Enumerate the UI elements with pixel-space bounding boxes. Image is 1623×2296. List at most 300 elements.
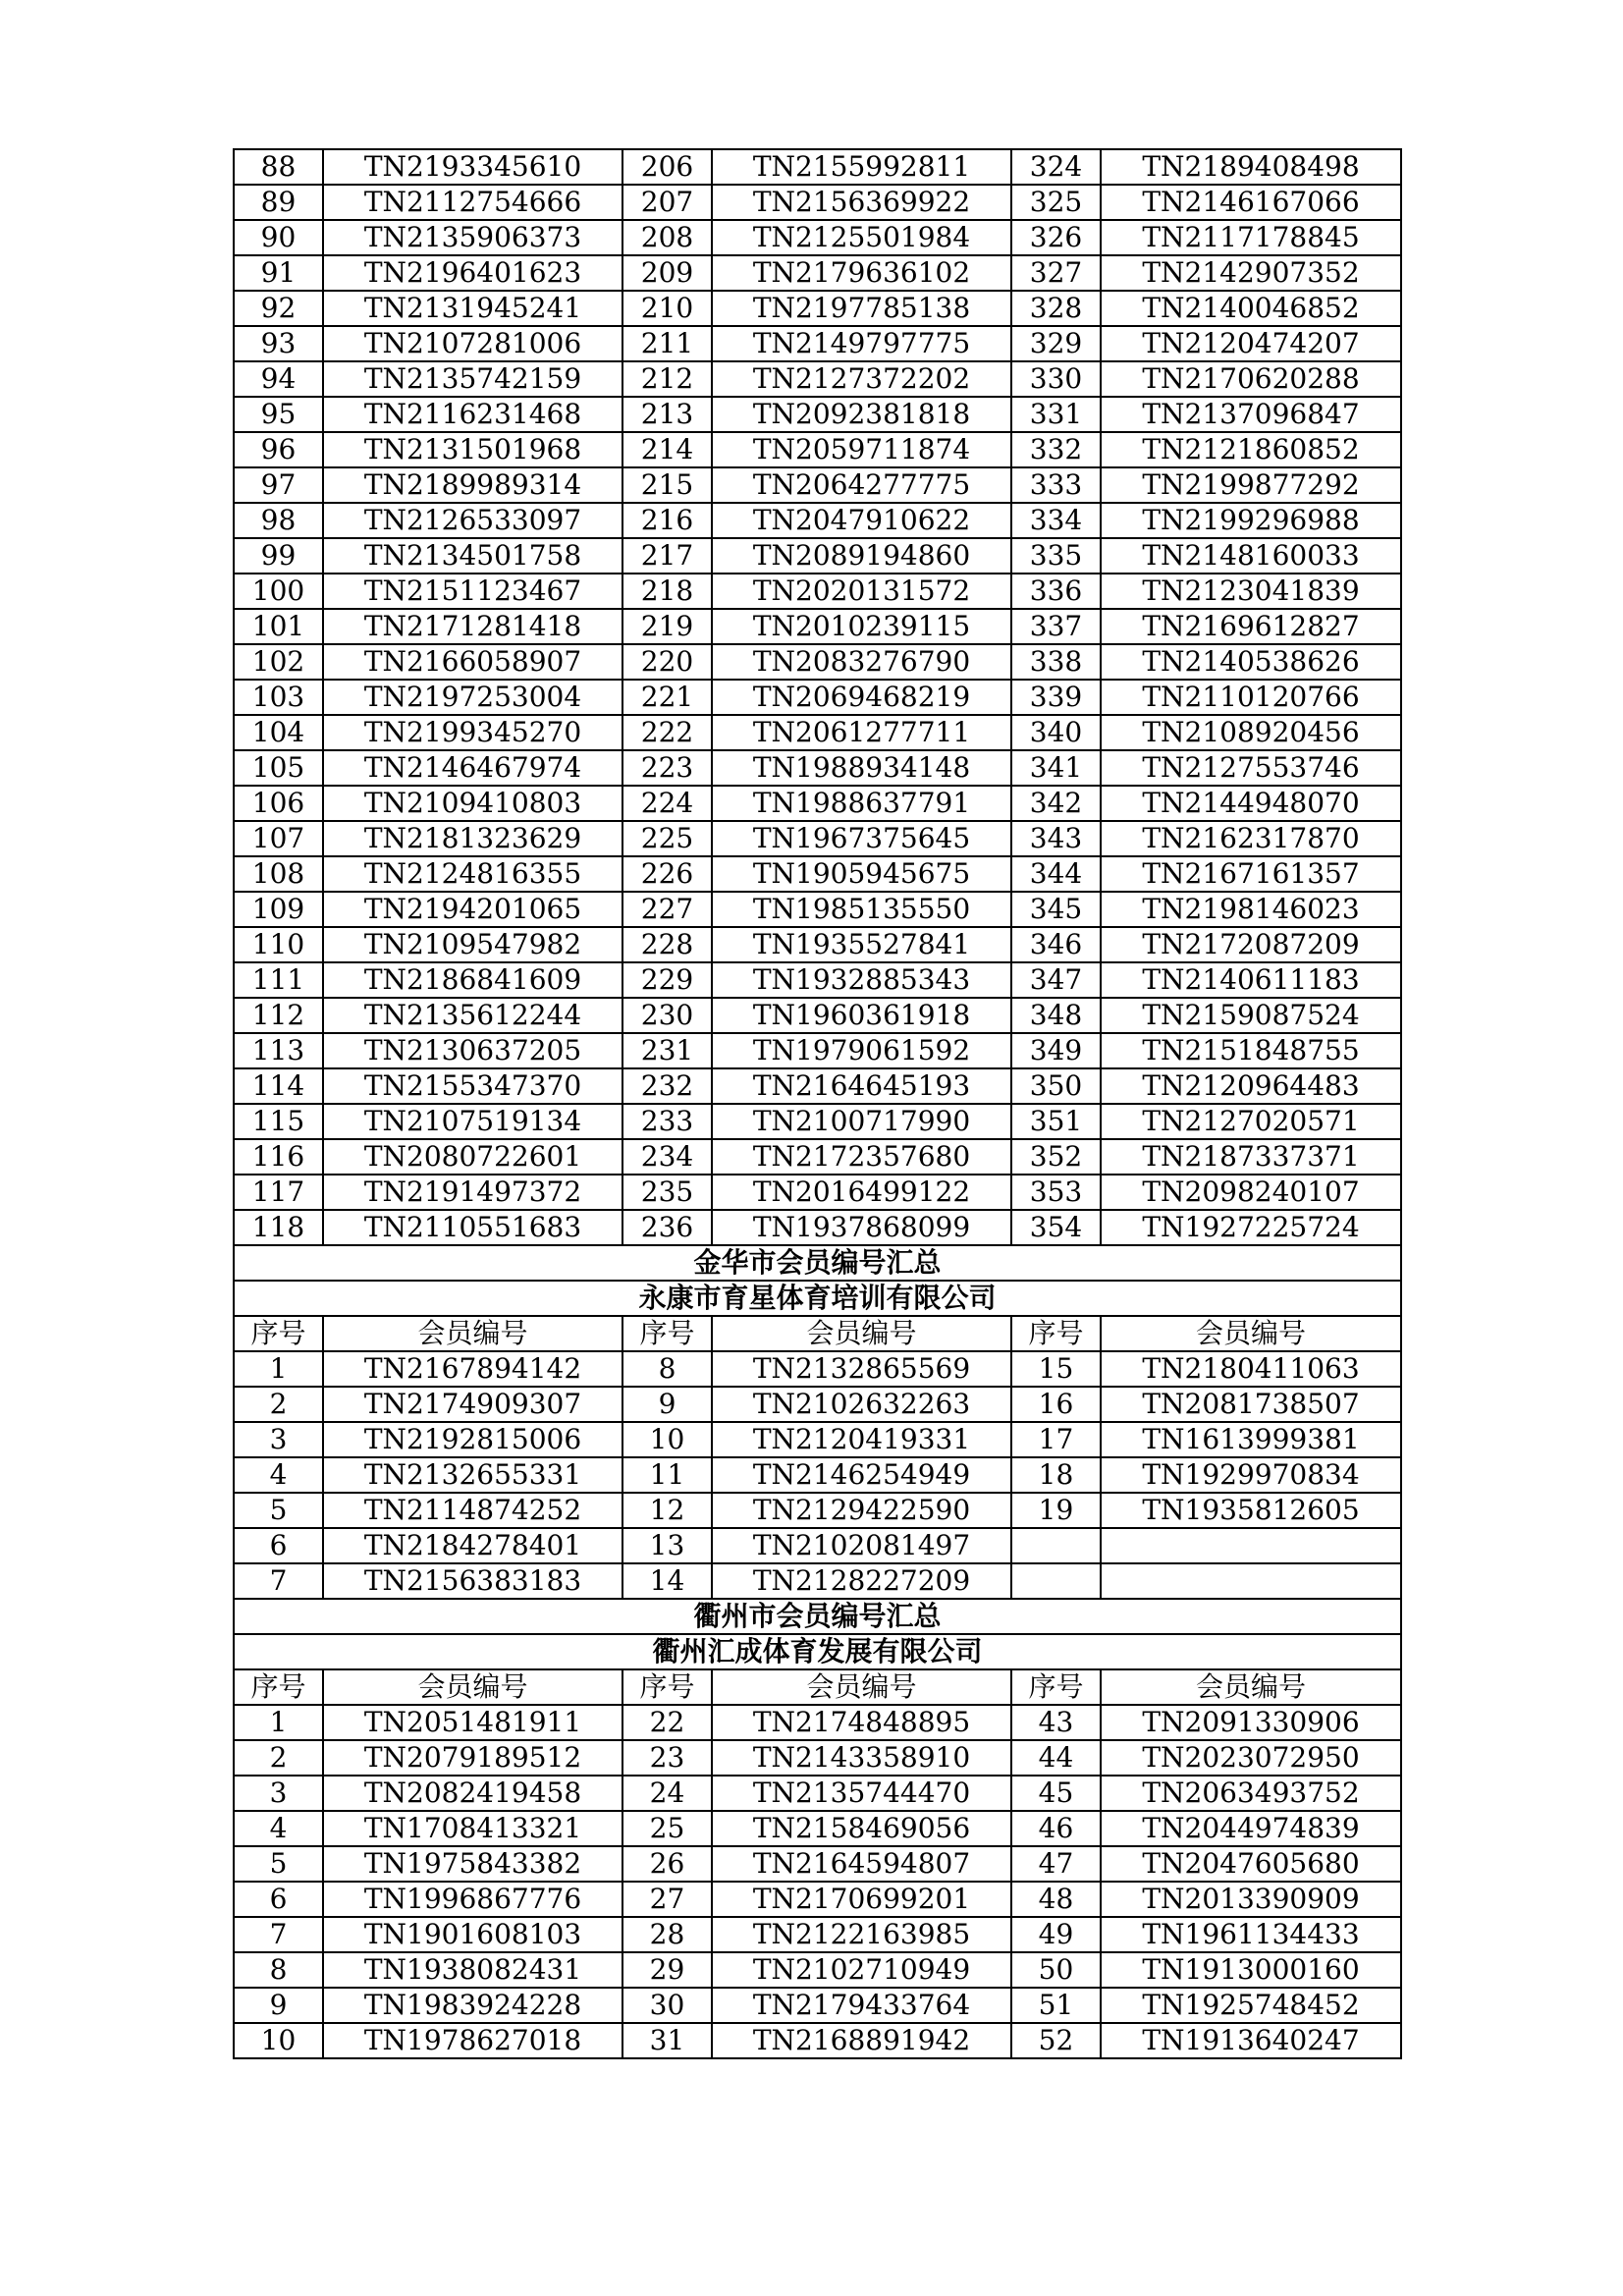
table-row (234, 1740, 1401, 1776)
company-title-row (234, 1634, 1401, 1669)
member-id-cell: TN2047605680 (1101, 1846, 1401, 1882)
table-row (234, 1493, 1401, 1528)
member-id-cell: TN2172357680 (712, 1139, 1011, 1175)
member-id-cell: TN2125501984 (712, 220, 1011, 255)
seq-number-cell (1011, 1563, 1101, 1599)
seq-number-cell: 19 (1011, 1493, 1101, 1528)
seq-number-cell: 228 (622, 927, 712, 962)
seq-number-cell: 10 (622, 1422, 712, 1457)
seq-number-cell: 3 (234, 1422, 323, 1457)
member-id-cell: TN2109410803 (323, 786, 622, 821)
seq-number-cell: 220 (622, 644, 712, 680)
table-row (234, 609, 1401, 644)
member-id-cell: TN1932885343 (712, 962, 1011, 998)
column-header-row (234, 1669, 1401, 1705)
seq-number-cell: 348 (1011, 998, 1101, 1033)
seq-number-cell: 23 (622, 1740, 712, 1776)
seq-number-cell: 347 (1011, 962, 1101, 998)
seq-number-cell: 214 (622, 432, 712, 467)
seq-number-cell: 115 (234, 1104, 323, 1139)
seq-number-cell: 336 (1011, 574, 1101, 609)
table-row (234, 220, 1401, 255)
seq-number-cell: 335 (1011, 538, 1101, 574)
seq-number-cell: 31 (622, 2023, 712, 2058)
member-id-cell: TN2166058907 (323, 644, 622, 680)
member-id-cell: TN2199877292 (1101, 467, 1401, 503)
seq-number-cell: 100 (234, 574, 323, 609)
member-id-cell: TN2129422590 (712, 1493, 1011, 1528)
seq-number-cell: 6 (234, 1528, 323, 1563)
member-id-cell: TN2061277711 (712, 715, 1011, 750)
table-row (234, 1846, 1401, 1882)
member-id-cell: TN2155992811 (712, 149, 1011, 185)
member-id-cell (1101, 1563, 1401, 1599)
member-id-cell: TN2102632263 (712, 1387, 1011, 1422)
member-id-cell: TN2169612827 (1101, 609, 1401, 644)
table-row (234, 1528, 1401, 1563)
seq-header: 序号 (1011, 1669, 1101, 1705)
seq-number-cell: 329 (1011, 326, 1101, 361)
seq-number-cell: 91 (234, 255, 323, 291)
seq-number-cell: 342 (1011, 786, 1101, 821)
member-id-cell: TN2100717990 (712, 1104, 1011, 1139)
member-id-cell: TN2194201065 (323, 892, 622, 927)
seq-number-cell: 326 (1011, 220, 1101, 255)
table-row (234, 361, 1401, 397)
seq-number-cell: 334 (1011, 503, 1101, 538)
city-section-title-row (234, 1599, 1401, 1634)
seq-number-cell: 232 (622, 1068, 712, 1104)
member-id-cell: TN2180411063 (1101, 1351, 1401, 1387)
seq-number-cell: 6 (234, 1882, 323, 1917)
table-row (234, 1457, 1401, 1493)
seq-number-cell: 93 (234, 326, 323, 361)
table-row (234, 1210, 1401, 1245)
member-id-cell: TN2127020571 (1101, 1104, 1401, 1139)
member-id-cell: TN2134501758 (323, 538, 622, 574)
seq-number-cell: 229 (622, 962, 712, 998)
seq-number-cell: 217 (622, 538, 712, 574)
table-row (234, 1033, 1401, 1068)
seq-number-cell: 5 (234, 1493, 323, 1528)
seq-number-cell: 22 (622, 1705, 712, 1740)
seq-number-cell: 208 (622, 220, 712, 255)
member-id-cell: TN1961134433 (1101, 1917, 1401, 1952)
member-id-cell: TN2186841609 (323, 962, 622, 998)
seq-number-cell: 110 (234, 927, 323, 962)
seq-number-cell: 49 (1011, 1917, 1101, 1952)
member-id-cell: TN2122163985 (712, 1917, 1011, 1952)
seq-number-cell: 99 (234, 538, 323, 574)
member-id-cell: TN2192815006 (323, 1422, 622, 1457)
member-id-cell: TN2191497372 (323, 1175, 622, 1210)
seq-number-cell: 45 (1011, 1776, 1101, 1811)
table-row (234, 432, 1401, 467)
seq-number-cell: 222 (622, 715, 712, 750)
member-id-cell: TN2102081497 (712, 1528, 1011, 1563)
member-id-cell: TN2098240107 (1101, 1175, 1401, 1210)
table-row (234, 1811, 1401, 1846)
seq-number-cell: 102 (234, 644, 323, 680)
member-id-cell: TN2135742159 (323, 361, 622, 397)
seq-number-cell: 235 (622, 1175, 712, 1210)
table-row (234, 1068, 1401, 1104)
seq-number-cell: 337 (1011, 609, 1101, 644)
company-title: 永康市育星体育培训有限公司 (234, 1281, 1401, 1316)
table-row (234, 892, 1401, 927)
member-id-cell: TN1905945675 (712, 856, 1011, 892)
seq-number-cell: 24 (622, 1776, 712, 1811)
seq-number-cell: 48 (1011, 1882, 1101, 1917)
seq-number-cell: 8 (622, 1351, 712, 1387)
member-id-cell: TN2132655331 (323, 1457, 622, 1493)
table-row (234, 856, 1401, 892)
member-id-cell: TN1925748452 (1101, 1988, 1401, 2023)
seq-number-cell: 231 (622, 1033, 712, 1068)
seq-number-cell: 96 (234, 432, 323, 467)
member-id-cell: TN1983924228 (323, 1988, 622, 2023)
seq-number-cell: 25 (622, 1811, 712, 1846)
table-row (234, 644, 1401, 680)
seq-number-cell: 116 (234, 1139, 323, 1175)
member-id-cell: TN2148160033 (1101, 538, 1401, 574)
member-id-cell: TN2116231468 (323, 397, 622, 432)
member-id-cell: TN2126533097 (323, 503, 622, 538)
seq-number-cell: 1 (234, 1705, 323, 1740)
table-row (234, 786, 1401, 821)
table-row (234, 1104, 1401, 1139)
member-id-cell: TN1979061592 (712, 1033, 1011, 1068)
seq-number-cell: 225 (622, 821, 712, 856)
seq-number-cell: 349 (1011, 1033, 1101, 1068)
seq-number-cell: 14 (622, 1563, 712, 1599)
member-id-cell: TN2184278401 (323, 1528, 622, 1563)
member-id-cell: TN2171281418 (323, 609, 622, 644)
column-header-row (234, 1316, 1401, 1351)
member-id-cell: TN2091330906 (1101, 1705, 1401, 1740)
member-id-cell: TN2179636102 (712, 255, 1011, 291)
member-id-cell: TN2047910622 (712, 503, 1011, 538)
table-row (234, 927, 1401, 962)
seq-number-cell: 340 (1011, 715, 1101, 750)
seq-number-cell: 9 (622, 1387, 712, 1422)
seq-number-cell: 8 (234, 1952, 323, 1988)
seq-number-cell: 28 (622, 1917, 712, 1952)
member-id-cell: TN2168891942 (712, 2023, 1011, 2058)
seq-number-cell: 108 (234, 856, 323, 892)
member-id-cell: TN2117178845 (1101, 220, 1401, 255)
seq-number-cell: 352 (1011, 1139, 1101, 1175)
seq-number-cell: 3 (234, 1776, 323, 1811)
table-row (234, 1917, 1401, 1952)
seq-number-cell: 9 (234, 1988, 323, 2023)
member-id-cell: TN2162317870 (1101, 821, 1401, 856)
seq-number-cell: 212 (622, 361, 712, 397)
table-row (234, 680, 1401, 715)
member-id-cell: TN2135744470 (712, 1776, 1011, 1811)
member-id-cell: TN2131945241 (323, 291, 622, 326)
seq-number-cell: 209 (622, 255, 712, 291)
member-id-cell: TN2199296988 (1101, 503, 1401, 538)
member-id-cell: TN1929970834 (1101, 1457, 1401, 1493)
member-id-cell: TN2082419458 (323, 1776, 622, 1811)
seq-number-cell: 113 (234, 1033, 323, 1068)
member-id-cell: TN2112754666 (323, 185, 622, 220)
member-id-header: 会员编号 (1101, 1316, 1401, 1351)
member-id-cell: TN2140538626 (1101, 644, 1401, 680)
member-id-cell: TN2023072950 (1101, 1740, 1401, 1776)
member-id-cell: TN2170699201 (712, 1882, 1011, 1917)
member-id-cell: TN2199345270 (323, 715, 622, 750)
table-row (234, 1882, 1401, 1917)
member-id-cell: TN2135612244 (323, 998, 622, 1033)
table-row (234, 149, 1401, 185)
member-id-cell: TN2123041839 (1101, 574, 1401, 609)
member-id-cell: TN2158469056 (712, 1811, 1011, 1846)
table-row (234, 574, 1401, 609)
seq-number-cell: 5 (234, 1846, 323, 1882)
seq-header: 序号 (622, 1316, 712, 1351)
seq-number-cell: 213 (622, 397, 712, 432)
table-row (234, 715, 1401, 750)
member-id-cell: TN2128227209 (712, 1563, 1011, 1599)
seq-number-cell: 7 (234, 1563, 323, 1599)
seq-number-cell: 29 (622, 1952, 712, 1988)
member-id-cell: TN1985135550 (712, 892, 1011, 927)
table-row (234, 1705, 1401, 1740)
member-id-cell: TN2127372202 (712, 361, 1011, 397)
member-id-cell: TN2102710949 (712, 1952, 1011, 1988)
seq-number-cell: 324 (1011, 149, 1101, 185)
seq-number-cell: 354 (1011, 1210, 1101, 1245)
member-id-cell: TN2120419331 (712, 1422, 1011, 1457)
member-id-cell: TN2142907352 (1101, 255, 1401, 291)
member-id-cell: TN2135906373 (323, 220, 622, 255)
seq-number-cell: 227 (622, 892, 712, 927)
member-id-cell: TN2110120766 (1101, 680, 1401, 715)
table-row (234, 397, 1401, 432)
member-id-cell: TN2124816355 (323, 856, 622, 892)
seq-number-cell: 345 (1011, 892, 1101, 927)
member-id-cell: TN2121860852 (1101, 432, 1401, 467)
table-row (234, 326, 1401, 361)
seq-number-cell: 215 (622, 467, 712, 503)
seq-number-cell: 12 (622, 1493, 712, 1528)
member-id-header: 会员编号 (712, 1669, 1011, 1705)
member-id-cell: TN2156383183 (323, 1563, 622, 1599)
member-id-cell: TN2167894142 (323, 1351, 622, 1387)
seq-number-cell: 7 (234, 1917, 323, 1952)
seq-number-cell: 104 (234, 715, 323, 750)
city-section-title: 衢州市会员编号汇总 (234, 1599, 1401, 1634)
member-id-cell: TN2109547982 (323, 927, 622, 962)
member-id-cell: TN1927225724 (1101, 1210, 1401, 1245)
seq-number-cell: 206 (622, 149, 712, 185)
member-id-cell: TN2149797775 (712, 326, 1011, 361)
seq-number-cell: 17 (1011, 1422, 1101, 1457)
seq-number-cell: 210 (622, 291, 712, 326)
seq-number-cell: 13 (622, 1528, 712, 1563)
seq-number-cell (1011, 1528, 1101, 1563)
seq-number-cell: 327 (1011, 255, 1101, 291)
member-id-cell: TN2189408498 (1101, 149, 1401, 185)
member-id-cell: TN2146167066 (1101, 185, 1401, 220)
seq-number-cell: 118 (234, 1210, 323, 1245)
member-id-cell: TN2146467974 (323, 750, 622, 786)
seq-number-cell: 330 (1011, 361, 1101, 397)
seq-number-cell: 103 (234, 680, 323, 715)
seq-number-cell: 211 (622, 326, 712, 361)
seq-number-cell: 50 (1011, 1952, 1101, 1988)
seq-number-cell: 89 (234, 185, 323, 220)
seq-number-cell: 207 (622, 185, 712, 220)
member-id-cell: TN2079189512 (323, 1740, 622, 1776)
table-row (234, 821, 1401, 856)
seq-number-cell: 350 (1011, 1068, 1101, 1104)
seq-number-cell: 325 (1011, 185, 1101, 220)
seq-number-cell: 105 (234, 750, 323, 786)
seq-number-cell: 4 (234, 1457, 323, 1493)
seq-number-cell: 101 (234, 609, 323, 644)
company-title-row (234, 1281, 1401, 1316)
seq-number-cell: 97 (234, 467, 323, 503)
table-row (234, 2023, 1401, 2058)
seq-number-cell: 95 (234, 397, 323, 432)
seq-number-cell: 114 (234, 1068, 323, 1104)
member-id-header: 会员编号 (323, 1316, 622, 1351)
member-id-cell: TN2132865569 (712, 1351, 1011, 1387)
member-id-cell: TN2167161357 (1101, 856, 1401, 892)
member-id-table (233, 148, 1402, 2059)
member-id-cell: TN2164594807 (712, 1846, 1011, 1882)
seq-number-cell: 353 (1011, 1175, 1101, 1210)
seq-number-cell: 88 (234, 149, 323, 185)
seq-number-cell: 107 (234, 821, 323, 856)
member-id-cell: TN1975843382 (323, 1846, 622, 1882)
member-id-cell: TN2170620288 (1101, 361, 1401, 397)
seq-number-cell: 4 (234, 1811, 323, 1846)
company-title: 衢州汇成体育发展有限公司 (234, 1634, 1401, 1669)
member-id-cell: TN2140046852 (1101, 291, 1401, 326)
member-id-cell: TN2137096847 (1101, 397, 1401, 432)
member-id-cell: TN2120474207 (1101, 326, 1401, 361)
member-id-header: 会员编号 (1101, 1669, 1401, 1705)
seq-number-cell: 16 (1011, 1387, 1101, 1422)
member-id-cell: TN1935812605 (1101, 1493, 1401, 1528)
seq-number-cell: 219 (622, 609, 712, 644)
member-id-cell: TN2174909307 (323, 1387, 622, 1422)
member-id-cell: TN2120964483 (1101, 1068, 1401, 1104)
seq-number-cell: 90 (234, 220, 323, 255)
member-id-cell: TN2143358910 (712, 1740, 1011, 1776)
seq-header: 序号 (622, 1669, 712, 1705)
seq-number-cell: 1 (234, 1351, 323, 1387)
member-id-cell: TN1913640247 (1101, 2023, 1401, 2058)
member-id-cell: TN1978627018 (323, 2023, 622, 2058)
seq-number-cell: 224 (622, 786, 712, 821)
seq-number-cell: 43 (1011, 1705, 1101, 1740)
member-id-cell: TN1960361918 (712, 998, 1011, 1033)
member-id-cell: TN2013390909 (1101, 1882, 1401, 1917)
seq-number-cell: 94 (234, 361, 323, 397)
member-id-cell: TN1988637791 (712, 786, 1011, 821)
member-id-cell: TN2196401623 (323, 255, 622, 291)
member-id-cell: TN2114874252 (323, 1493, 622, 1528)
member-id-cell: TN2063493752 (1101, 1776, 1401, 1811)
member-id-cell: TN2064277775 (712, 467, 1011, 503)
table-row (234, 1175, 1401, 1210)
member-id-cell: TN1913000160 (1101, 1952, 1401, 1988)
member-id-cell: TN2108920456 (1101, 715, 1401, 750)
member-id-cell: TN2144948070 (1101, 786, 1401, 821)
seq-number-cell: 46 (1011, 1811, 1101, 1846)
table-row (234, 291, 1401, 326)
seq-number-cell: 230 (622, 998, 712, 1033)
member-id-cell: TN2131501968 (323, 432, 622, 467)
member-id-cell: TN2189989314 (323, 467, 622, 503)
member-id-cell: TN2181323629 (323, 821, 622, 856)
seq-number-cell: 221 (622, 680, 712, 715)
member-id-cell: TN1613999381 (1101, 1422, 1401, 1457)
member-id-cell: TN2080722601 (323, 1139, 622, 1175)
seq-number-cell: 341 (1011, 750, 1101, 786)
member-id-cell: TN2083276790 (712, 644, 1011, 680)
table-row (234, 1139, 1401, 1175)
seq-number-cell: 234 (622, 1139, 712, 1175)
member-id-cell: TN2092381818 (712, 397, 1011, 432)
member-id-cell: TN2069468219 (712, 680, 1011, 715)
table-row (234, 538, 1401, 574)
seq-number-cell: 338 (1011, 644, 1101, 680)
table-row (234, 1776, 1401, 1811)
table-row (234, 750, 1401, 786)
member-id-header: 会员编号 (323, 1669, 622, 1705)
seq-number-cell: 44 (1011, 1740, 1101, 1776)
table-row (234, 503, 1401, 538)
seq-number-cell: 27 (622, 1882, 712, 1917)
seq-number-cell: 51 (1011, 1988, 1101, 2023)
seq-number-cell: 117 (234, 1175, 323, 1210)
member-id-cell: TN2197785138 (712, 291, 1011, 326)
seq-number-cell: 18 (1011, 1457, 1101, 1493)
member-id-cell: TN1708413321 (323, 1811, 622, 1846)
seq-number-cell: 92 (234, 291, 323, 326)
member-id-cell: TN2155347370 (323, 1068, 622, 1104)
member-id-cell: TN2159087524 (1101, 998, 1401, 1033)
seq-number-cell: 10 (234, 2023, 323, 2058)
member-id-cell: TN2016499122 (712, 1175, 1011, 1210)
seq-number-cell: 30 (622, 1988, 712, 2023)
seq-header: 序号 (234, 1316, 323, 1351)
member-id-cell: TN1901608103 (323, 1917, 622, 1952)
city-section-title-row (234, 1245, 1401, 1281)
member-id-cell: TN2193345610 (323, 149, 622, 185)
member-id-cell: TN2130637205 (323, 1033, 622, 1068)
seq-number-cell: 339 (1011, 680, 1101, 715)
seq-number-cell: 343 (1011, 821, 1101, 856)
member-id-cell: TN2107281006 (323, 326, 622, 361)
seq-number-cell: 109 (234, 892, 323, 927)
member-id-cell: TN2020131572 (712, 574, 1011, 609)
seq-number-cell: 351 (1011, 1104, 1101, 1139)
table-row (234, 1952, 1401, 1988)
member-id-cell: TN2172087209 (1101, 927, 1401, 962)
seq-number-cell: 11 (622, 1457, 712, 1493)
table-row (234, 998, 1401, 1033)
seq-header: 序号 (1011, 1316, 1101, 1351)
seq-number-cell: 2 (234, 1740, 323, 1776)
member-id-cell: TN2179433764 (712, 1988, 1011, 2023)
